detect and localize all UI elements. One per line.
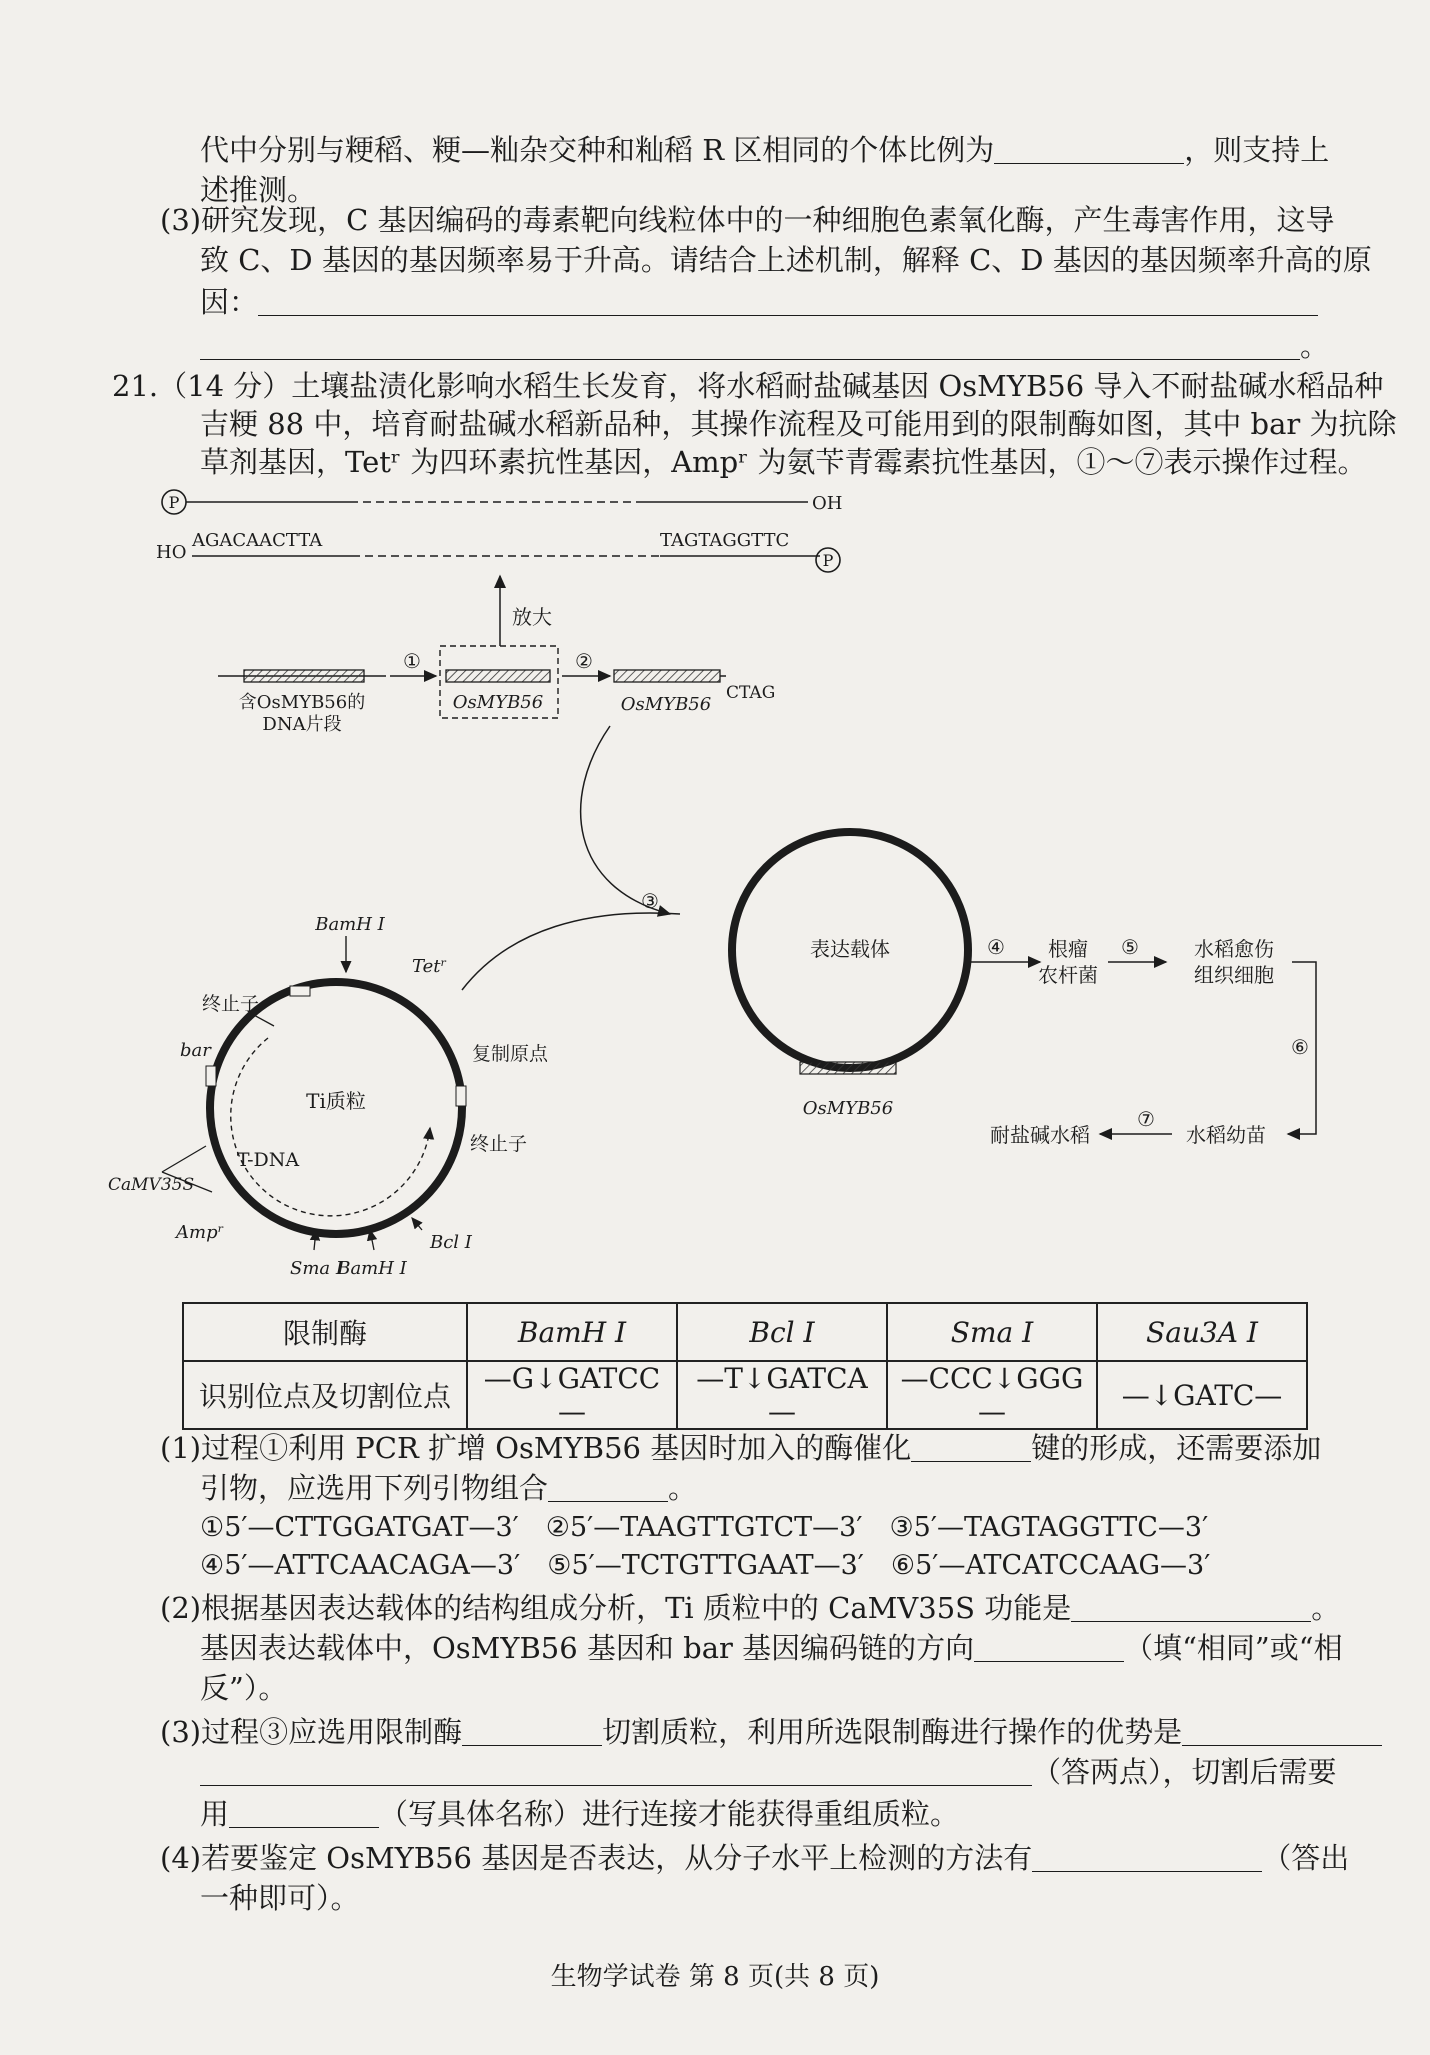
phosphate-label: P — [822, 551, 834, 570]
gene-label: OsMYB56 — [620, 694, 712, 715]
gene-label: OsMYB56 — [802, 1098, 894, 1119]
q20-text: 代中分别与粳稻、粳—籼杂交种和籼稻 R 区相同的个体比例为 — [200, 133, 995, 167]
terminator-label: 终止子 — [202, 993, 260, 1015]
q21-intro-line1: 21.（14 分）土壤盐渍化影响水稻生长发育，将水稻耐盐碱基因 OsMYB56 导入不耐盐碱水稻品种 — [112, 369, 1384, 403]
primer-options-row1: ①5′—CTTGGATGAT—3′ ②5′—TAAGTTGTCT—3′ ③5′—TAGTAGGTTC—3′ — [200, 1512, 1209, 1543]
step1-label: ① — [403, 649, 421, 673]
table-row — [183, 1361, 1307, 1429]
tet-label: Tetʳ — [412, 956, 447, 977]
q1-line1 — [160, 1428, 1321, 1468]
table-row — [183, 1303, 1307, 1361]
q20-line1 — [200, 130, 1329, 170]
t-dna-region — [231, 1038, 430, 1216]
table-cell: —CCC↓GGG— — [887, 1361, 1097, 1429]
answer-blank[interactable] — [974, 1631, 1124, 1662]
q4-line2: 一种即可）。 — [200, 1881, 360, 1915]
question-text: 键的形成，还需要添加 — [1031, 1431, 1322, 1465]
sma-label: Sma Ⅰ — [290, 1258, 343, 1279]
question-text: (4)若要鉴定 OsMYB56 基因是否表达，从分子水平上检测的方法有 — [160, 1841, 1033, 1875]
phosphate-label: P — [168, 493, 180, 512]
q3-line2 — [200, 1752, 1337, 1792]
restriction-enzyme-table — [182, 1302, 1308, 1430]
q3-line1 — [160, 1712, 1382, 1752]
question-text: (2)根据基因表达载体的结构组成分析，Ti 质粒中的 CaMV35S 功能是 — [160, 1591, 1072, 1625]
page-footer: 生物学试卷 第 8 页(共 8 页) — [550, 1962, 880, 1992]
q4-line1 — [160, 1838, 1349, 1878]
question-text: （答两点），切割后需要 — [1032, 1755, 1337, 1789]
answer-blank[interactable] — [229, 1797, 379, 1828]
answer-blank[interactable] — [994, 133, 1184, 164]
agro-label: 根瘤 — [1048, 937, 1088, 961]
callus-label: 组织细胞 — [1194, 963, 1274, 987]
q20-p3-line2: 致 C、D 基因的基因频率易于升高。请结合上述机制，解释 C、D 基因的基因频率升高的原 — [200, 243, 1372, 277]
terminator-label: 终止子 — [470, 1133, 528, 1155]
plasmid-segment — [206, 1066, 216, 1086]
question-text: （写具体名称）进行连接才能获得重组质粒。 — [379, 1797, 960, 1831]
bcl-arrow — [412, 1218, 422, 1230]
answer-blank[interactable] — [1182, 1715, 1382, 1746]
vector-label: 表达载体 — [810, 937, 890, 961]
ori-label: 复制原点 — [472, 1043, 549, 1065]
q3-line3 — [200, 1794, 959, 1834]
question-text: 。 — [668, 1471, 698, 1505]
question-text: 。 — [1311, 1591, 1341, 1625]
fragment-label: 含OsMYB56的 — [238, 692, 366, 713]
dna-fragment-gene — [244, 670, 364, 682]
camv-label: CaMV35S — [108, 1175, 195, 1195]
vector-gap — [700, 932, 712, 954]
question-text: (1)过程①利用 PCR 扩增 OsMYB56 基因时加入的酶催化 — [160, 1431, 912, 1465]
question-text: (3)过程③应选用限制酶 — [160, 1715, 463, 1749]
amp-label: Ampʳ — [176, 1222, 224, 1243]
terminator-pointer — [252, 1014, 274, 1026]
sequence-left: AGACAACTTA — [192, 530, 323, 551]
sequence-right: TAGTAGGTTC — [660, 530, 790, 551]
q20-p3-line4 — [200, 326, 1329, 366]
table-cell: —↓GATC— — [1097, 1361, 1307, 1429]
fragment-label: DNA片段 — [262, 714, 342, 735]
seedling-label: 水稻幼苗 — [1186, 1123, 1266, 1147]
question-text: 引物，应选用下列引物组合 — [200, 1471, 549, 1505]
ho-label: HO — [156, 542, 187, 563]
step5-label: ⑤ — [1121, 935, 1139, 959]
pcr-product — [446, 670, 550, 682]
q20-p3-line1: (3)研究发现，C 基因编码的毒素靶向线粒体中的一种细胞色素氧化酶，产生毒害作用，这导 — [160, 203, 1335, 237]
q20-text: 因： — [200, 285, 259, 319]
plasmid-segment — [456, 1086, 466, 1106]
enlarge-label: 放大 — [512, 605, 552, 629]
question-text: 基因表达载体中，OsMYB56 基因和 bar 基因编码链的方向 — [200, 1631, 975, 1665]
answer-blank[interactable] — [548, 1471, 668, 1502]
step3-curve-left — [462, 913, 680, 990]
q20-p3-line3 — [200, 282, 1318, 322]
table-header-cell: 限制酶 — [183, 1303, 467, 1361]
oh-label: OH — [812, 493, 843, 514]
question-text: （填“相同”或“相 — [1124, 1631, 1343, 1665]
camv-pointer — [162, 1146, 206, 1172]
answer-blank[interactable] — [911, 1431, 1031, 1462]
q2-line3: 反”）。 — [200, 1671, 288, 1705]
genetic-engineering-diagram — [108, 478, 1340, 1298]
step6-label: ⑥ — [1291, 1035, 1309, 1059]
step2-label: ② — [575, 649, 593, 673]
table-cell: —T↓GATCA— — [677, 1361, 887, 1429]
bamh1-bottom-arrow — [370, 1230, 374, 1250]
vector-gene-segment — [800, 1062, 896, 1074]
bar-label: bar — [180, 1040, 211, 1061]
sticky-end-product — [614, 670, 720, 682]
table-cell: Sma Ⅰ — [887, 1303, 1097, 1361]
t-dna-label: T-DNA — [236, 1149, 300, 1171]
answer-blank[interactable] — [200, 1755, 1032, 1786]
result-label: 耐盐碱水稻 — [990, 1123, 1090, 1147]
question-text: 用 — [200, 1797, 230, 1831]
q2-line1 — [160, 1588, 1340, 1628]
answer-blank[interactable] — [200, 329, 1300, 360]
primer-options-row2: ④5′—ATTCAACAGA—3′ ⑤5′—TCTGTTGAAT—3′ ⑥5′—ATCATCCAAG—3′ — [200, 1550, 1211, 1581]
bcl-label: Bcl Ⅰ — [430, 1232, 472, 1253]
question-text: 切割质粒，利用所选限制酶进行操作的优势是 — [602, 1715, 1183, 1749]
answer-blank[interactable] — [1032, 1841, 1262, 1872]
question-text: （答出 — [1262, 1841, 1350, 1875]
answer-blank[interactable] — [258, 285, 1318, 316]
callus-label: 水稻愈伤 — [1194, 937, 1274, 961]
table-cell: BamH Ⅰ — [467, 1303, 677, 1361]
q1-line2 — [200, 1468, 697, 1508]
step4-label: ④ — [987, 935, 1005, 959]
table-header-cell: 识别位点及切割位点 — [183, 1361, 467, 1429]
q21-intro-line2: 吉粳 88 中，培育耐盐碱水稻新品种，其操作流程及可能用到的限制酶如图，其中 bar 为抗除 — [200, 407, 1397, 441]
table-cell: Sau3A Ⅰ — [1097, 1303, 1307, 1361]
q20-line2: 述推测。 — [200, 173, 317, 207]
plasmid-segment — [290, 986, 310, 996]
agro-label: 农杆菌 — [1038, 963, 1098, 987]
answer-blank[interactable] — [462, 1715, 602, 1746]
step3-label: ③ — [641, 889, 659, 913]
bamh1-top-label: BamH Ⅰ — [315, 914, 385, 935]
table-cell: —G↓GATCC— — [467, 1361, 677, 1429]
plasmid-label: Ti质粒 — [306, 1089, 366, 1113]
bamh1-bottom-label: BamH Ⅰ — [337, 1258, 407, 1279]
table-cell: Bcl Ⅰ — [677, 1303, 887, 1361]
step7-label: ⑦ — [1137, 1107, 1155, 1131]
answer-blank[interactable] — [1071, 1591, 1311, 1622]
q20-text: ，则支持上 — [1184, 133, 1330, 167]
q21-intro-line3: 草剂基因，Tetʳ 为四环素抗性基因，Ampʳ 为氨苄青霉素抗性基因，①～⑦表示操作过程。 — [200, 445, 1367, 479]
q2-line2 — [200, 1628, 1343, 1668]
step3-curve-top — [581, 726, 670, 914]
ctag-label: CTAG — [726, 683, 776, 703]
gene-label: OsMYB56 — [452, 692, 544, 713]
q20-text: 。 — [1300, 329, 1330, 363]
